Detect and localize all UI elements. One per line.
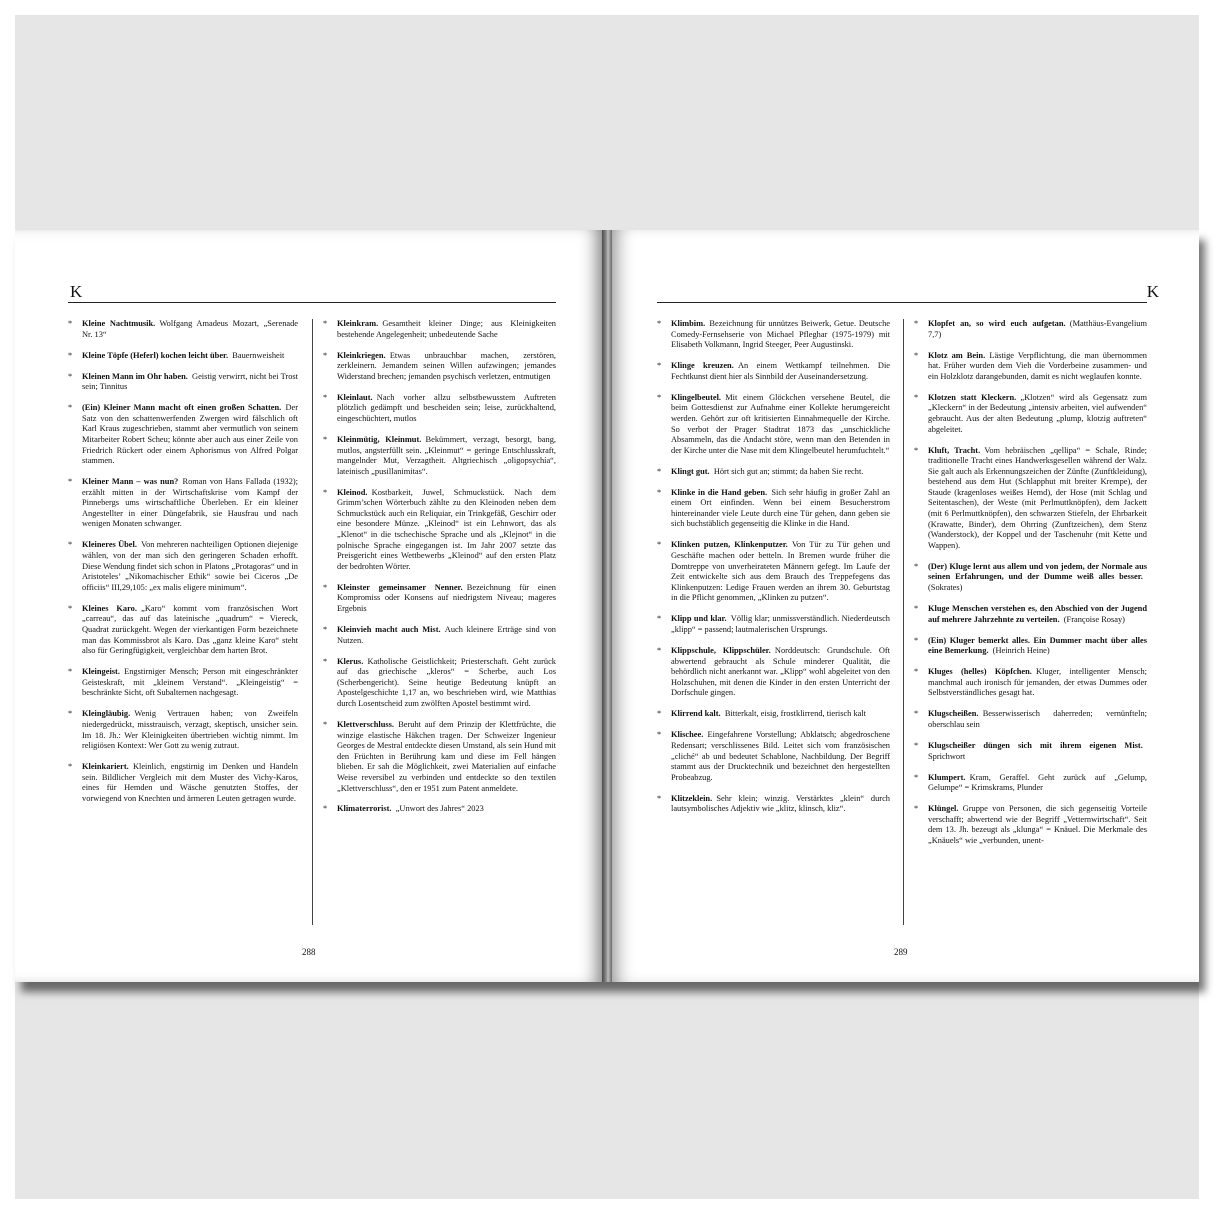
entry-headword: Klotz am Bein.: [928, 350, 986, 360]
bullet-star-icon: *: [68, 667, 73, 677]
dictionary-entry: [914, 667, 1147, 699]
right-page: [612, 230, 1199, 982]
dictionary-entry: [914, 773, 1147, 794]
entry-definition: An einem Wettkampf teilnehmen. Die Fechtkunst dient hier als Sinnbild der Auseinandersetzung.: [671, 361, 891, 381]
entry-headword: Kleine Nachtmusik.: [82, 319, 156, 328]
entry-headword: (Ein) Kluger bemerkt alles. Ein Dummer macht über alles eine Bemerkung.: [928, 635, 1147, 656]
bullet-star-icon: *: [657, 645, 662, 655]
header-rule: [657, 302, 1147, 303]
left-page-column-1: [68, 319, 298, 815]
bullet-star-icon: *: [657, 392, 662, 402]
entry-headword: Kleingeist.: [82, 667, 120, 677]
entry-definition: Vom hebräischen „qellipa“ = Schale, Rinde; traditionelle Tracht eines Handwerksgesellen während der Walz. Sie galt auch als Erkennungszeichen der Zünfte (Zunftkleidung), bestehend aus dem Hut (Schlapphut mit breiter Krempe), der Staude (kragenloses weißes Hemd), der Hose (mit Schlag und Seitentaschen), der Weste (mit Perlmuttknöpfen), dem Jackett (mit 6 Perlmuttknöpfen), den schwarzen Stiefeln, der Ehrbarkeit (Krawatte, Binder), dem Ohrring (Zunftzeichen), dem Stenz (Wanderstock), der Koppel und der Taschenuhr (mit Kette und Wappen).: [928, 445, 1147, 550]
entry-headword: Klinken putzen, Klinkenputzer.: [671, 540, 788, 550]
bullet-star-icon: *: [914, 319, 919, 328]
entry-definition: Etwas unbrauchbar machen, zerstören, zerkleinern. Jemandem seinen Willen aufzwingen; jemandes Widerstand brechen; jemanden psychisch verletzen, entmutigen: [337, 350, 556, 381]
entry-definition: Lästige Verpflichtung, die man übernommen hat. Früher wurden dem Vieh die Vorderbeine zusammen- und ein Holzklotz darangebunden, damit es nicht weglaufen konnte.: [928, 350, 1147, 381]
bullet-star-icon: *: [323, 625, 328, 634]
entry-headword: Klopfet an, so wird euch aufgetan.: [928, 319, 1066, 328]
dictionary-entry: [914, 636, 1147, 657]
dictionary-entry: [323, 351, 556, 383]
dictionary-entry: [68, 403, 298, 467]
entry-headword: Klischee.: [671, 730, 704, 740]
entry-definition: Besserwisserisch daherreden; vernünfteln; oberschlau sein: [928, 709, 1147, 729]
entry-headword: Kleinvieh macht auch Mist.: [337, 625, 441, 634]
entry-definition: Kram, Geraffel. Geht zurück auf „Gelump, Gelumpe“ = Krimskrams, Plunder: [928, 772, 1147, 793]
dictionary-entry: [68, 319, 298, 340]
bullet-star-icon: *: [68, 477, 73, 487]
entry-definition: Auch kleinere Erträge sind von Nutzen.: [337, 625, 556, 645]
entry-definition: Kostbarkeit, Juwel, Schmuckstück. Nach dem Grimm’schen Wörterbuch zählte zu den Kleinoden neben dem Schmuckstück auch ein Reliquiar, ein Trinkgefäß, Geschirr oder eine besondere Münze. „Kleinod“ ist ein Lehnwort, das als „Klenot“ in die tschechische Sprache und als „Klejnot“ in die polnische Sprache eingegangen ist. Im Jahr 2007 setzte das Preisgericht eines Wettbewerbs „Kleinod“ auf den ersten Platz der bedrohten Wörter.: [337, 487, 556, 571]
bullet-star-icon: *: [68, 540, 73, 550]
entry-definition: (Sokrates): [928, 583, 963, 593]
entry-definition: Völlig klar; unmissverständlich. Niederdeutsch „klipp“ = passend; lautmalerischen Ursprungs.: [671, 614, 890, 634]
entry-definition: Kluger, intelligenter Mensch; manchmal auch ironisch für jemanden, der etwas Dummes oder Selbstverständliches gesagt hat.: [928, 667, 1147, 698]
entry-headword: Klippschule, Klippschüler.: [671, 645, 771, 655]
bullet-star-icon: *: [914, 709, 919, 719]
entry-definition: Bezeichnung für unnützes Beiwerk, Getue. Deutsche Comedy-Fernsehserie von Michael Pfleghar (1975-1979) mit Elisabeth Volkmann, Ingrid Steeger, Peer Augustinski.: [671, 319, 890, 350]
bullet-star-icon: *: [68, 709, 73, 719]
entry-headword: Kleinkriegen.: [337, 350, 386, 360]
entry-headword: Klinge kreuzen.: [671, 361, 734, 371]
right-page-column-2: [914, 319, 1147, 857]
entry-headword: Klugscheißen.: [928, 709, 979, 719]
entry-definition: Von mehreren nachteiligen Optionen diejenige wählen, von der man sich den geringeren Schaden erhofft. Diese Wendung findet sich schon in Platons „Protagoras“ und in Aristoteles’ „Nikomachischer Ethik“ sowie bei Ciceros „De officiis“ III,29,105: „ex malis eligere minimum“.: [82, 540, 298, 592]
entry-definition: Wenig Vertrauen haben; von Zweifeln niedergedrückt, misstrauisch, verzagt, skeptisch, unsicher sein. Im 18. Jh.: Wer Kleinigkeiten übertrieben wichtig nimmt. Im religiösen Kontext: Wer Gott zu wenig zutraut.: [82, 709, 298, 751]
bullet-star-icon: *: [323, 487, 328, 497]
entry-headword: Klugscheißer düngen sich mit ihrem eigenen Mist.: [928, 740, 1143, 750]
entry-headword: Kleineres Übel.: [82, 540, 137, 550]
book-gutter: [602, 230, 612, 982]
entry-definition: Geistig verwirrt, nicht bei Trost sein; Tinnitus: [82, 371, 298, 392]
bullet-star-icon: *: [68, 403, 73, 413]
dictionary-entry: [914, 319, 1147, 340]
entry-definition: Gruppe von Personen, die sich gegenseitig Vorteile verschafft; abwertend wie der Begriff „Vetternwirtschaft“. Seit dem 13. Jh. bezeugt als „klunga“ = Knäuel. Die Merkmale des „Knäuels“ wie „verbunden, unent-: [928, 804, 1147, 845]
bullet-star-icon: *: [323, 350, 328, 360]
dictionary-entry: [657, 646, 890, 699]
dictionary-entry: [914, 604, 1147, 625]
left-page: [15, 230, 602, 982]
entry-headword: Klingt gut.: [671, 466, 710, 476]
entry-definition: „Karo“ kommt vom französischen Wort „carreau“, das auf das lateinische „quadrum“ = Viereck, Quadrat zurückgeht. Wegen der vierkantigen Form bezeichnete man das Kommissbrot als Karo. Das „ganz kleine Karo“ steht also für Geringfügigkeit, vergleichbar dem harten Brot.: [82, 603, 298, 656]
dictionary-entry: [68, 372, 298, 393]
dictionary-entry: [68, 709, 298, 751]
entry-headword: Klotzen statt Kleckern.: [928, 392, 1017, 402]
entry-headword: Klipp und klar.: [671, 614, 727, 624]
dictionary-entry: [68, 540, 298, 593]
entry-headword: Kluft, Tracht.: [928, 445, 981, 455]
dictionary-entry: [657, 709, 890, 720]
bullet-star-icon: *: [914, 561, 919, 571]
dictionary-entry: [68, 477, 298, 530]
page-number: 288: [302, 947, 316, 957]
dictionary-entry: [657, 319, 890, 351]
dictionary-entry: [68, 351, 298, 362]
bullet-star-icon: *: [68, 762, 73, 772]
dictionary-entry: [657, 467, 890, 478]
dictionary-entry: [914, 351, 1147, 383]
bullet-star-icon: *: [657, 361, 662, 371]
dictionary-entry: [323, 488, 556, 573]
bullet-star-icon: *: [657, 487, 662, 497]
bullet-star-icon: *: [323, 804, 328, 814]
bullet-star-icon: *: [657, 614, 662, 624]
entry-headword: Klimbim.: [671, 319, 706, 328]
dictionary-entry: [914, 562, 1147, 594]
entry-definition: Der Satz von den schattenwerfenden Zwergen wird fälschlich oft Karl Kraus zugeschrieben, stammt aber vermutlich von seinem Mitarbeiter Robert Scheu; könnte aber auch aus einer Zeile von Friedrich Rückert oder einem Aphorismus von Alfred Polgar stammen.: [82, 403, 298, 466]
bullet-star-icon: *: [914, 350, 919, 360]
bullet-star-icon: *: [68, 319, 73, 328]
bullet-star-icon: *: [657, 730, 662, 740]
bullet-star-icon: *: [657, 466, 662, 476]
entry-headword: Klumpert.: [928, 772, 966, 782]
entry-headword: Klüngel.: [928, 804, 959, 814]
entry-definition: Wolfgang Amadeus Mozart, „Serenade Nr. 13“: [82, 319, 298, 339]
entry-headword: Kleinmütig, Kleinmut.: [337, 434, 422, 444]
entry-definition: Kleinlich, engstirnig im Denken und Handeln sein. Bildlicher Vergleich mit dem Muster des Vichy-Karos, eines für Hemden und Wäsche genutzten Stoffes, der vorwiegend von Knechten und ärmeren Leuten getragen wurde.: [82, 762, 298, 803]
dictionary-entry: [657, 488, 890, 530]
dictionary-entry: [657, 361, 890, 382]
bullet-star-icon: *: [914, 635, 919, 645]
dictionary-entry: [657, 393, 890, 457]
bullet-star-icon: *: [914, 445, 919, 455]
entry-definition: Roman von Hans Fallada (1932); erzählt mitten in der Wirtschaftskrise vom Kampf der Pinnebergs ums wirtschaftliche Überleben. Er ein kleiner Angestellter in einer Düngefabrik, sie Hausfrau und nach wenigen Monaten schwanger.: [82, 477, 298, 529]
entry-headword: Klimaterrorist.: [337, 804, 392, 814]
entry-definition: (Françoise Rosay): [1063, 614, 1125, 624]
section-letter: K: [70, 282, 83, 301]
entry-definition: Beruht auf dem Prinzip der Klettfrüchte, die winzige elastische Häkchen tragen. Der Schweizer Ingenieur Georges de Mestral entdeckte diesen Umstand, als sein Hund mit den Früchten in Berührung kam und diese im Fell hängen blieben. Er sah die Möglichkeit, zwei Materialien auf einfache Weise reversibel zu verbinden und entdeckte so den textilen „Klettverschluss“, den er 1951 zum Patent anmeldete.: [337, 719, 556, 793]
bullet-star-icon: *: [914, 740, 919, 750]
dictionary-entry: [657, 794, 890, 815]
entry-definition: Sich sehr häufig in großer Zahl an einem Ort einfinden. Wenn bei einem Besucherstrom hintereinander viele Leute durch eine Tür gehen, dann geben sie sich buchstäblich gegenseitig die Klinke in die Hand.: [671, 487, 890, 529]
entry-headword: Kleinkram.: [337, 319, 379, 328]
dictionary-entry: [323, 720, 556, 794]
column-divider: [903, 319, 904, 925]
dictionary-entry: [657, 730, 890, 783]
column-divider: [312, 319, 313, 925]
bullet-star-icon: *: [914, 804, 919, 814]
dictionary-entry: [914, 804, 1147, 846]
entry-definition: Bekümmert, verzagt, besorgt, bang, mutlos, angsterfüllt sein. „Kleinmut“ = geringe Entschlusskraft, mangelnder Mut, Verzagtheit. Altgriechisch „oligopsychía“, lateinisch „pusillanimitas“.: [337, 434, 556, 476]
entry-headword: Kleinod.: [337, 487, 368, 497]
page-number: 289: [894, 947, 908, 957]
dictionary-entry: [323, 393, 556, 425]
entry-definition: (Heinrich Heine): [992, 646, 1050, 656]
entry-definition: Hört sich gut an; stimmt; da haben Sie recht.: [713, 466, 864, 476]
bullet-star-icon: *: [657, 793, 662, 803]
entry-definition: Gesamtheit kleiner Dinge; aus Kleinigkeiten bestehende Angelegenheit; unbedeutende Sache: [337, 319, 556, 339]
entry-definition: Eingefahrene Vorstellung; Abklatsch; abgedroschene Redensart; verschlissenes Bild. Leitet sich vom französischen „cliché“ ab und bedeutet Schablone, Nachbildung. Der Begriff stammt aus der Drucktechnik und bezeichnet den hergestellten Probeabzug.: [671, 730, 890, 782]
dictionary-entry: [914, 446, 1147, 552]
dictionary-entry: [914, 393, 1147, 435]
left-page-column-2: [323, 319, 556, 825]
bullet-star-icon: *: [68, 350, 73, 360]
dictionary-entry: [657, 614, 890, 635]
bullet-star-icon: *: [68, 603, 73, 613]
section-letter: K: [1146, 282, 1159, 301]
dictionary-entry: [68, 604, 298, 657]
book-spread: [15, 230, 1199, 982]
entry-headword: Kleinkariert.: [82, 762, 129, 772]
bullet-star-icon: *: [657, 709, 662, 719]
entry-headword: Kleingläubig.: [82, 709, 131, 719]
bullet-star-icon: *: [323, 719, 328, 729]
bullet-star-icon: *: [914, 772, 919, 782]
dictionary-entry: [323, 319, 556, 340]
dictionary-entry: [323, 435, 556, 477]
entry-headword: Kleinen Mann im Ohr haben.: [82, 371, 188, 381]
dictionary-entry: [914, 741, 1147, 762]
dictionary-entry: [68, 667, 298, 699]
dictionary-entry: [914, 709, 1147, 730]
entry-definition: Engstirniger Mensch; Person mit eingeschränkter Geisteskraft, mit „kleinem Verstand“. „Kleingeistig“ = beschränkte Sicht, oft Subalternen nachgesagt.: [82, 667, 298, 698]
entry-headword: (Ein) Kleiner Mann macht oft einen großen Schatten.: [82, 403, 282, 413]
entry-headword: Kleiner Mann – was nun?: [82, 477, 179, 487]
bullet-star-icon: *: [914, 604, 919, 614]
bullet-star-icon: *: [657, 540, 662, 550]
entry-headword: Klerus.: [337, 656, 364, 666]
entry-definition: Bauernweisheit: [232, 350, 285, 360]
bullet-star-icon: *: [323, 434, 328, 444]
dictionary-entry: [323, 657, 556, 710]
dictionary-entry: [323, 625, 556, 646]
entry-headword: Klettverschluss.: [337, 719, 394, 729]
bullet-star-icon: *: [914, 667, 919, 677]
dictionary-entry: [657, 540, 890, 604]
header-rule: [68, 302, 556, 303]
bullet-star-icon: *: [914, 392, 919, 402]
entry-headword: Klitzeklein.: [671, 793, 713, 803]
entry-headword: Klinke in die Hand geben.: [671, 487, 768, 497]
bullet-star-icon: *: [323, 392, 328, 402]
dictionary-entry: [323, 804, 556, 815]
right-page-column-1: [657, 319, 890, 825]
entry-headword: (Der) Kluge lernt aus allem und von jedem, der Normale aus seinen Erfahrungen, und der Dumme weiß alles besser.: [928, 561, 1147, 582]
bullet-star-icon: *: [323, 319, 328, 328]
dictionary-entry: [323, 583, 556, 615]
dictionary-entry: [68, 762, 298, 804]
entry-headword: Kleines Karo.: [82, 603, 137, 613]
bullet-star-icon: *: [68, 371, 73, 381]
entry-definition: Katholische Geistlichkeit; Priesterschaft. Geht zurück auf das griechische „kleros“ = Scherbe, auch Los (Scherbengericht). Seine heutige Bedeutung knüpft an Apostelgeschichte 1,17 an, wo beschrieben wird, wie Matthias durch Losentscheid zum zwölften Apostel bestimmt wird.: [337, 656, 556, 708]
entry-definition: „Klotzen“ wird als Gegensatz zum „Kleckern“ in der Bedeutung „intensiv arbeiten, viel aufwenden“ gebraucht. Aus der alten Bedeutung „plump, klotzig auftreten“ abgeleitet.: [928, 392, 1147, 434]
entry-definition: Norddeutsch: Grundschule. Oft abwertend gebraucht als Schule minderer Qualität, die behördlich nicht anerkannt war. „Klipp“ wohl abgeleitet von den Holzschuhen, mit denen die Kinder in den ersten Unterricht der Dorfschule gingen.: [671, 645, 890, 698]
bullet-star-icon: *: [657, 319, 662, 328]
entry-definition: Sprichwort: [928, 751, 966, 761]
bullet-star-icon: *: [323, 656, 328, 666]
entry-headword: Klirrend kalt.: [671, 709, 721, 719]
entry-headword: Klingelbeutel.: [671, 392, 722, 402]
entry-headword: Kluges (helles) Köpfchen.: [928, 667, 1032, 677]
entry-headword: Kleine Töpfe (Heferl) kochen leicht über.: [82, 350, 229, 360]
entry-definition: Sehr klein; winzig. Verstärktes „klein“ durch lautsymbolisches Adjektiv wie „klitz, klinsch, kliz“.: [671, 793, 890, 814]
entry-definition: „Unwort des Jahres“ 2023: [395, 804, 484, 814]
entry-definition: Bezeichnung für einen Kompromiss oder Konsens auf niedrigstem Niveau; mageres Ergebnis: [337, 582, 556, 614]
entry-definition: Mit einem Glöckchen versehene Beutel, die beim Gottesdienst zur Aufnahme einer Kollekte herumgereicht werden. Gehört zur oft kritisierten Einnahmequelle der Kirche. So verbot der Prager Stadtrat 1873 das „unschickliche Absammeln, das die Andacht störe, wenn man den Betenden in der Kirche unter die Nase mit dem Klingelbeutel herumfuchtelt.“: [671, 392, 890, 455]
entry-definition: (Matthäus-Evangelium 7,7): [928, 319, 1147, 339]
entry-headword: Kleinlaut.: [337, 392, 373, 402]
entry-definition: Bitterkalt, eisig, frostklirrend, tierisch kalt: [724, 709, 867, 719]
entry-headword: Kleinster gemeinsamer Nenner.: [337, 582, 463, 592]
entry-headword: Kluge Menschen verstehen es, den Abschied von der Jugend auf mehrere Jahrzehnte zu verteilen.: [928, 604, 1147, 624]
bullet-star-icon: *: [323, 582, 328, 592]
entry-definition: Nach vorher allzu selbstbewusstem Auftreten plötzlich gedämpft und bescheiden sein; leise, zurückhaltend, eingeschüchtert, mutlos: [337, 392, 556, 423]
entry-definition: Von Tür zu Tür gehen und Geschäfte machen oder betteln. In Bremen wurde früher die Domtreppe von unverheirateten Männern gefegt. Im Laufe der Zeit entwickelte sich aus dem Brauch des Treppefegens das Klinkenputzen: Ledige Frauen werden an ihrem 30. Geburtstag in die Pflicht genommen, „Klinken zu putzen“.: [671, 540, 891, 603]
